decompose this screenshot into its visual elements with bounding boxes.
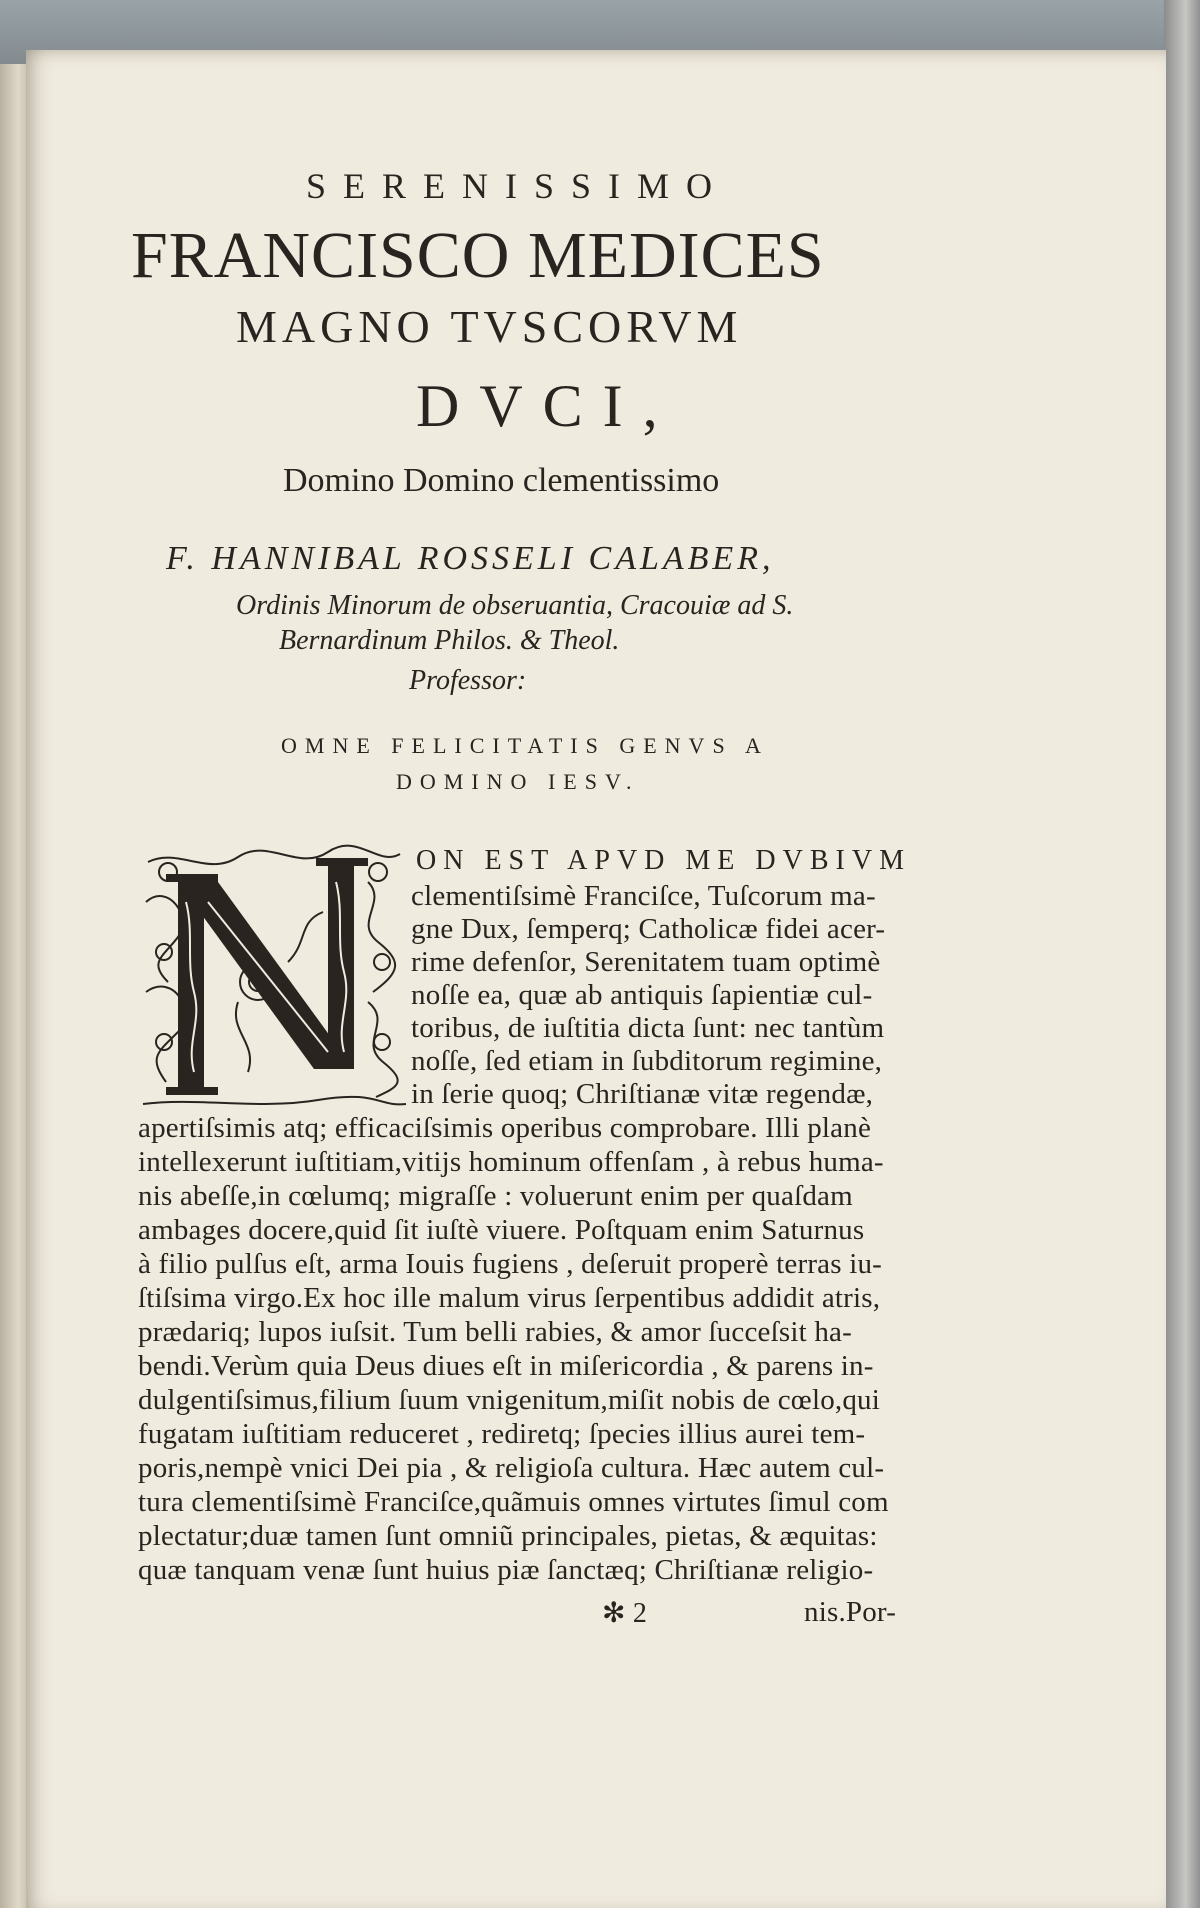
body-line-13: à filio pulſus eſt, arma Iouis fugiens , deſeruit properè terras iu- — [138, 1248, 883, 1280]
body-line-10: intellexerunt iuſtitiam,vitijs hominum offenſam , à rebus huma- — [138, 1146, 884, 1178]
greeting-line-2: DOMINO IESV. — [396, 769, 640, 794]
body-line-2: clementiſsimè Franciſce, Tuſcorum ma- — [411, 880, 876, 912]
salutation: Domino Domino clementissimo — [283, 462, 720, 499]
body-line-14: ſtiſsima virgo.Ex hoc ille malum virus ſerpentibus addidit atris, — [138, 1282, 881, 1314]
body-line-20: tura clementiſsimè Franciſce,quãmuis omnes virtutes ſimul com — [138, 1486, 889, 1518]
signature-mark: ✻ 2 — [602, 1598, 648, 1629]
body-line-1: ON EST APVD ME DVBIVM — [416, 845, 911, 876]
author-line-2: Ordinis Minorum de obseruantia, Cracouiæ ad S. — [236, 590, 794, 621]
body-line-11: nis abeſſe,in cœlumq; migraſſe : voluerunt enim per quaſdam — [138, 1180, 853, 1212]
body-line-6: toribus, de iuſtitia dicta ſunt: nec tantùm — [411, 1012, 885, 1044]
book-page — [26, 50, 1166, 1908]
body-line-22: quæ tanquam venæ ſunt huius piæ ſanctæq; Chriſtianæ religio- — [138, 1554, 874, 1586]
body-line-9: apertiſsimis atq; efficaciſsimis operibus comprobare. Illi planè — [138, 1112, 872, 1144]
body-line-5: noſſe ea, quæ ab antiquis ſapientiæ cul- — [411, 979, 873, 1011]
decorated-initial-n — [138, 842, 408, 1112]
facing-page-edge — [0, 64, 26, 1908]
body-line-19: poris,nempè vnici Dei pia , & religioſa cultura. Hæc autem cul- — [138, 1452, 885, 1484]
author-line-4: Professor: — [409, 665, 527, 696]
heading-line-2: FRANCISCO MEDICES — [131, 219, 825, 292]
book-cover-edge — [1164, 0, 1200, 1908]
body-line-15: prædariq; lupos iuſsit. Tum belli rabies, & amor ſucceſsit ha- — [138, 1316, 852, 1348]
heading-line-4: DVCI, — [416, 373, 678, 439]
heading-line-1: SERENISSIMO — [306, 166, 730, 206]
body-line-18: fugatam iuſtitiam reduceret , rediretq; ſpecies illius aurei tem- — [138, 1418, 866, 1450]
body-line-17: dulgentiſsimus,filium ſuum vnigenitum,miſit nobis de cœlo,qui — [138, 1384, 881, 1416]
catchword: nis.Por- — [804, 1596, 897, 1628]
body-line-7: noſſe, ſed etiam in ſubditorum regimine, — [411, 1045, 883, 1077]
author-name: F. HANNIBAL ROSSELI CALABER, — [166, 540, 775, 577]
body-line-16: bendi.Verùm quia Deus diues eſt in miſericordia , & parens in- — [138, 1350, 874, 1382]
greeting-line-1: OMNE FELICITATIS GENVS A — [281, 733, 769, 758]
body-line-8: in ſerie quoq; Chriſtianæ vitæ regendæ, — [411, 1078, 874, 1110]
body-line-4: rime defenſor, Serenitatem tuam optimè — [411, 946, 881, 978]
body-line-21: plectatur;duæ tamen ſunt omniũ principales, pietas, & æquitas: — [138, 1520, 878, 1552]
body-line-12: ambages docere,quid ſit iuſtè viuere. Poſtquam enim Saturnus — [138, 1214, 865, 1246]
heading-line-3: MAGNO TVSCORVM — [236, 301, 743, 352]
body-line-3: gne Dux, ſemperq; Catholicæ fidei acer- — [411, 913, 886, 945]
author-line-3: Bernardinum Philos. & Theol. — [279, 625, 620, 656]
